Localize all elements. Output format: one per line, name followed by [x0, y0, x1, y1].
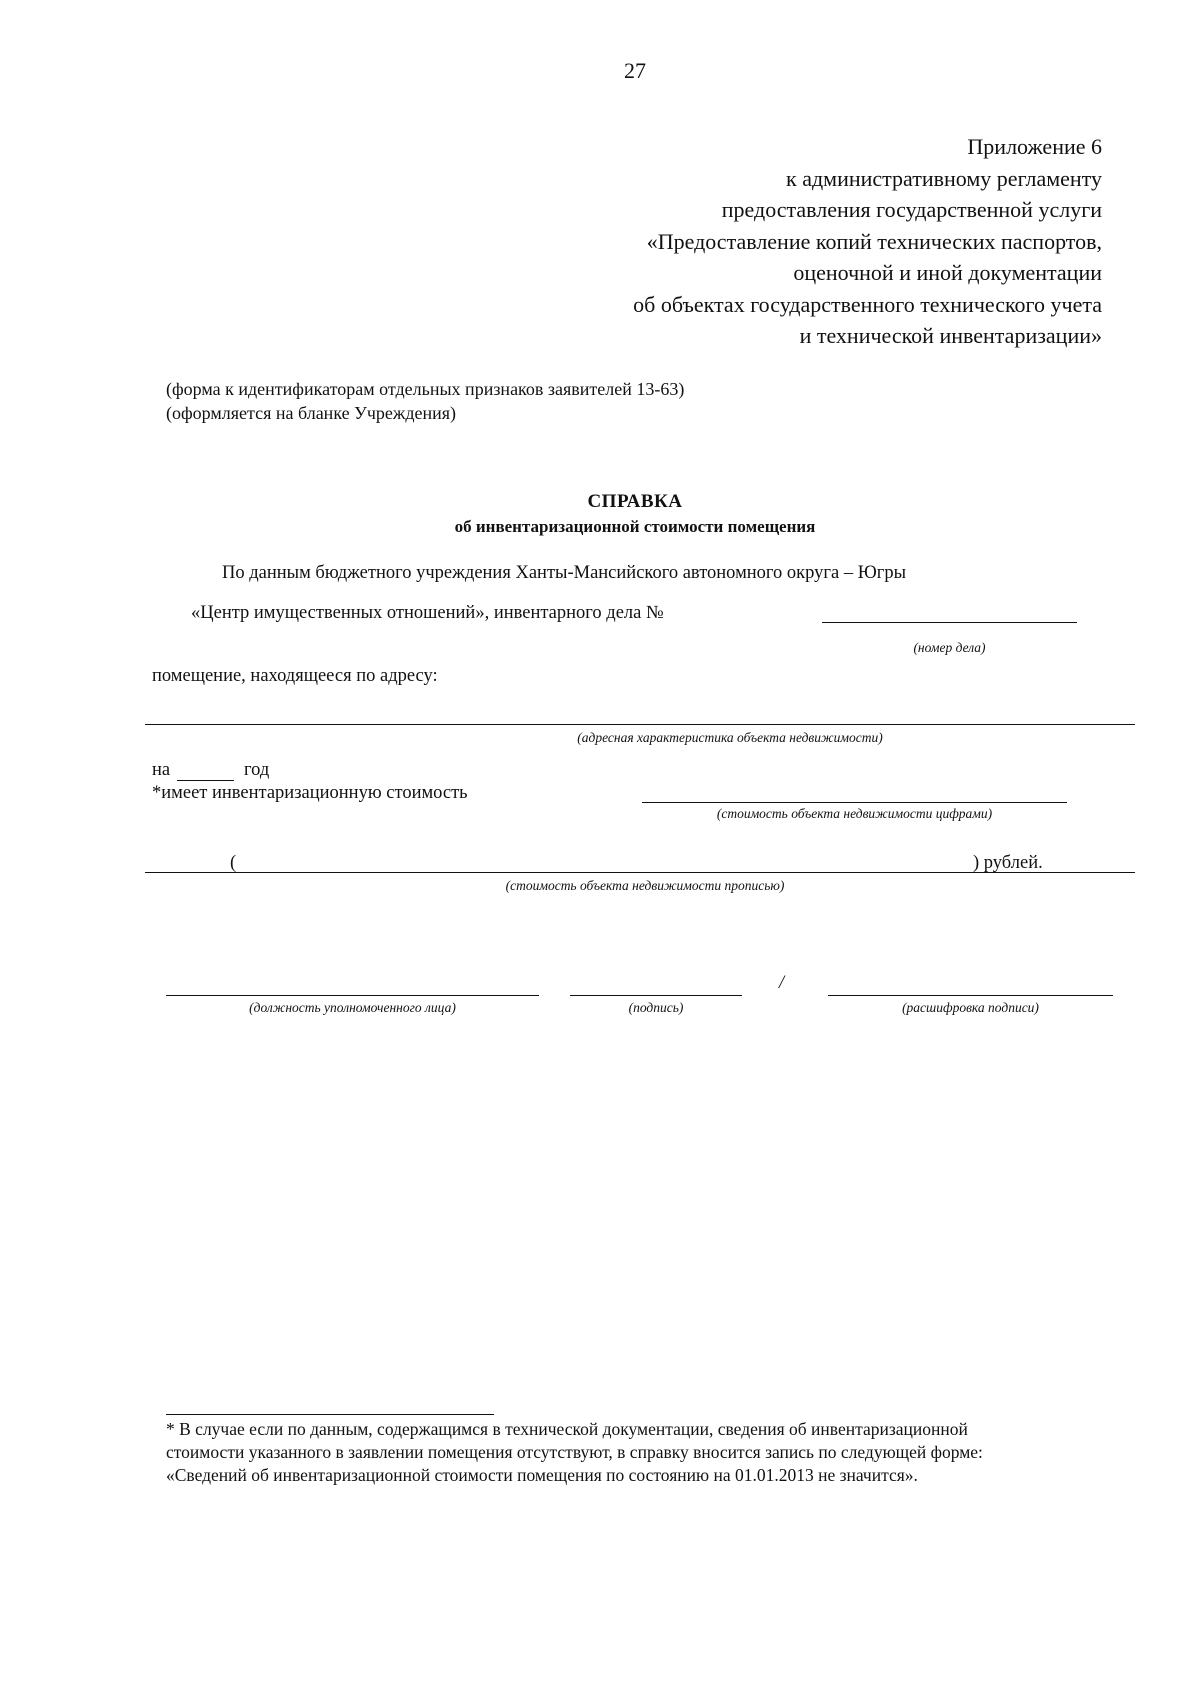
appendix-line: оценочной и иной документации [793, 260, 1102, 285]
appendix-header [633, 131, 1102, 352]
value-digits-hint: (стоимость объекта недвижимости цифрами) [716, 806, 993, 821]
value-words-hint: (стоимость объекта недвижимости прописью) [505, 878, 785, 893]
year-field[interactable] [177, 780, 234, 781]
signature-decoding-hint: (расшифровка подписи) [902, 1000, 1039, 1015]
document-subtitle: об инвентаризационной стоимости помещения [454, 517, 816, 536]
document-title: СПРАВКА [587, 491, 683, 512]
signature-hint: (подпись) [628, 1000, 684, 1015]
footnote-line: стоимости указанного в заявлении помещения отсутствуют, в справку вносится запись по следующей форме: [166, 1442, 983, 1462]
appendix-line: об объектах государственного технического учета [633, 291, 1102, 317]
open-paren: ( [230, 853, 237, 873]
appendix-line: к административному регламенту [786, 165, 1102, 191]
year-prefix: на [152, 760, 171, 780]
footnote-line: * В случае если по данным, содержащимся в технической документации, сведения об инвентаризационной [166, 1419, 968, 1439]
case-number-hint: (номер дела) [913, 640, 986, 655]
appendix-line: «Предоставление копий технических паспортов, [646, 228, 1102, 254]
appendix-line: и технической инвентаризации» [799, 323, 1102, 348]
form-note [166, 377, 684, 425]
footnote [166, 1418, 1116, 1487]
position-hint: (должность уполномоченного лица) [249, 1000, 456, 1015]
signature-decoding-field[interactable] [828, 995, 1113, 996]
page-number: 27 [624, 58, 646, 83]
footnote-line: «Сведений об инвентаризационной стоимости помещения по состоянию на 01.01.2013 не значится». [166, 1465, 918, 1485]
body-line-center: «Центр имущественных отношений», инвентарного дела № [191, 603, 664, 623]
year-suffix: год [244, 760, 270, 780]
value-label: *имеет инвентаризационную стоимость [152, 783, 468, 803]
address-label: помещение, находящееся по адресу: [152, 666, 438, 686]
address-hint: (адресная характеристика объекта недвижимости) [577, 730, 883, 745]
form-note-line: (оформляется на бланке Учреждения) [166, 403, 457, 423]
position-field[interactable] [166, 995, 539, 996]
footnote-separator [166, 1414, 494, 1415]
case-number-field[interactable] [822, 622, 1077, 623]
form-note-line: (форма к идентификаторам отдельных признаков заявителей 13-63) [166, 379, 685, 399]
signature-field[interactable] [570, 995, 742, 996]
body-line-institution: По данным бюджетного учреждения Ханты-Мансийского автономного округа – Югры [222, 563, 907, 583]
address-field[interactable] [145, 724, 1135, 725]
rubles-label: ) рублей. [973, 853, 1043, 873]
value-digits-field[interactable] [642, 802, 1067, 803]
appendix-line: предоставления государственной услуги [721, 197, 1102, 222]
signature-slash: / [779, 973, 785, 993]
appendix-line: Приложение 6 [967, 134, 1102, 159]
